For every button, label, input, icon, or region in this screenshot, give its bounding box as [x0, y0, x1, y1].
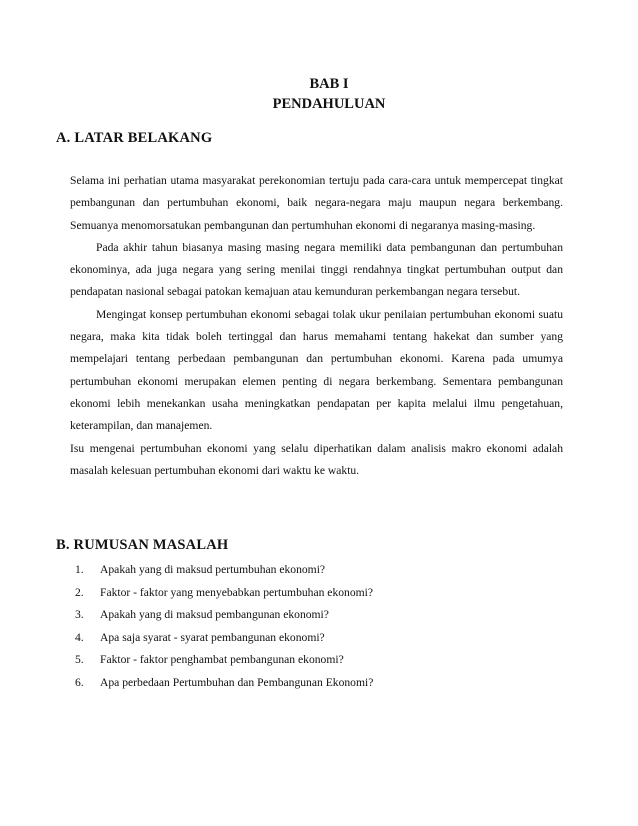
list-item-text: Apakah yang di maksud pembangunan ekonomi?	[100, 608, 329, 622]
list-item	[75, 672, 555, 695]
question-list	[75, 559, 555, 695]
list-item	[75, 604, 555, 627]
list-item	[75, 559, 555, 582]
list-item-text: Apakah yang di maksud pertumbuhan ekonomi?	[100, 563, 326, 576]
list-item	[75, 582, 555, 605]
section-heading-rumusan-masalah: B. RUMUSAN MASALAH	[56, 537, 229, 553]
list-item-number: 2.	[75, 585, 84, 599]
list-item-text: Apa saja syarat - syarat pembangunan ekonomi?	[100, 630, 325, 644]
paragraph-4: Isu mengenai pertumbuhan ekonomi yang selalu diperhatikan dalam analisis makro ekonomi adalah masalah kelesuan pertumbuhan ekonomi dari waktu ke waktu.	[70, 441, 563, 477]
list-item-number: 3.	[75, 608, 84, 622]
list-item	[75, 627, 555, 650]
list-item-text: Apa perbedaan Pertumbuhan dan Pembangunan Ekonomi?	[100, 675, 374, 689]
paragraph-2: Pada akhir tahun biasanya masing masing negara memiliki data pembangunan dan pertumbuhan ekonominya, ada juga negara yang sering menilai tinggi rendahnya tingkat pertumbuhan output dan pendapatan nasional sebagai patokan kemajuan atau kemunduran perkembangan negara tersebut.	[70, 240, 563, 299]
section-heading-latar-belakang: A. LATAR BELAKANG	[56, 130, 213, 146]
chapter-number: BAB I	[309, 76, 349, 92]
section-body-latar-belakang	[70, 170, 563, 482]
paragraph-3: Mengingat konsep pertumbuhan ekonomi sebagai tolak ukur penilaian pertumbuhan ekonomi suatu negara, maka kita tidak boleh tertinggal dan harus memahami tentang hakekat dan sumber yang mempelajari tentang perbedaan pembangunan dan pertumbuhan ekonomi. Karena pada umumya pertumbuhan ekonomi merupakan elemen penting di negara berkembang. Sementara pembangunan ekonomi lebih menekankan usaha meningkatkan pendapatan per kapita melalui ilmu pengetahuan, keterampilan, dan manajemen.	[70, 307, 563, 433]
list-item-number: 5.	[75, 653, 84, 667]
paragraph-1: Selama ini perhatian utama masyarakat perekonomian tertuju pada cara-cara untuk mempercepat tingkat pembangunan dan pertumbuhan ekonomi, baik negara-negara maju maupun negara berkembang. Semuanya menomorsatukan pembangunan dan pertumhuhan ekonomi di negaranya masing-masing.	[70, 174, 563, 232]
list-item	[75, 649, 555, 672]
chapter-title: PENDAHULUAN	[272, 96, 386, 112]
list-item-text: Faktor - faktor yang menyebabkan pertumbuhan ekonomi?	[100, 585, 374, 599]
list-item-number: 6.	[75, 675, 84, 689]
list-item-number: 1.	[75, 563, 84, 576]
list-item-text: Faktor - faktor penghambat pembangunan ekonomi?	[100, 653, 344, 667]
list-item-number: 4.	[75, 630, 84, 644]
